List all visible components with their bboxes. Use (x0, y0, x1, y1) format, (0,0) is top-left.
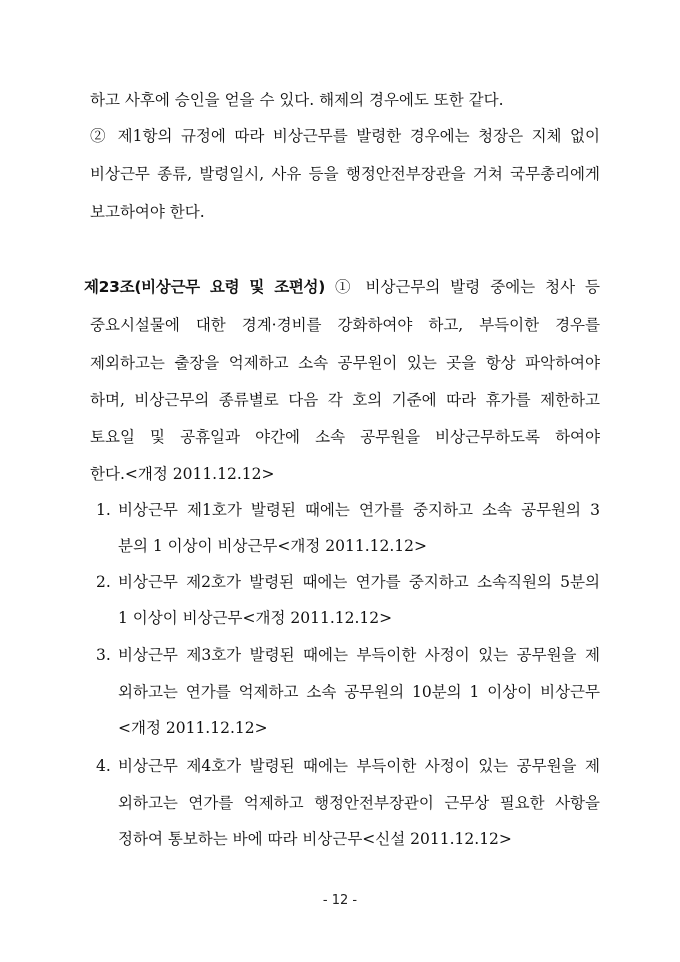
list-item-number: 1. (96, 501, 111, 519)
list-item-number: 3. (96, 646, 111, 664)
list-item-text: 외하고는 연가를 억제하고 소속 공무원의 10분의 1 이상이 비상근무 (118, 683, 600, 701)
list-item-text: 분의 1 이상이 비상근무<개정 2011.12.12> (118, 537, 427, 555)
continuation-line-1: 하고 사후에 승인을 얻을 수 있다. 해제의 경우에도 또한 같다. (90, 91, 504, 109)
list-item-text: 정하여 통보하는 바에 따라 비상근무<신설 2011.12.12> (118, 830, 512, 848)
article-23-line-6: 한다.<개정 2011.12.12> (90, 465, 275, 483)
paragraph-2-line-2: 비상근무 종류, 발령일시, 사유 등을 행정안전부장관을 거쳐 국무총리에게 (90, 165, 600, 183)
paragraph-2-line-1: ② 제1항의 규정에 따라 비상근무를 발령한 경우에는 청장은 지체 없이 (90, 127, 600, 145)
list-item-text: 외하고는 연가를 억제하고 행정안전부장관이 근무상 필요한 사항을 (118, 794, 600, 812)
paragraph-2-line-3: 보고하여야 한다. (90, 203, 205, 221)
article-23-line-4: 하며, 비상근무의 종류별로 다음 각 호의 기준에 따라 휴가를 제한하고 (90, 391, 600, 409)
list-item-number: 2. (96, 573, 111, 591)
article-23-first-line (84, 277, 600, 297)
list-item-text: 1 이상이 비상근무<개정 2011.12.12> (118, 609, 393, 627)
article-23-line-3: 제외하고는 출장을 억제하고 소속 공무원이 있는 곳을 항상 파악하여야 (90, 354, 600, 372)
list-item-text: 비상근무 제1호가 발령된 때에는 연가를 중지하고 소속 공무원의 3 (118, 501, 600, 519)
list-item-text: 비상근무 제4호가 발령된 때에는 부득이한 사정이 있는 공무원을 제 (118, 757, 600, 775)
page-number: - 12 - (322, 893, 358, 908)
article-23-line-1: ① 비상근무의 발령 중에는 청사 등 (334, 278, 600, 296)
article-23-line-2: 중요시설물에 대한 경계·경비를 강화하여야 하고, 부득이한 경우를 (90, 316, 600, 334)
article-23-line-5: 토요일 및 공휴일과 야간에 소속 공무원을 비상근무하도록 하여야 (90, 428, 600, 446)
list-item-number: 4. (96, 757, 111, 775)
list-item-text: <개정 2011.12.12> (118, 719, 268, 737)
article-23-heading: 제23조(비상근무 요령 및 조편성) (84, 278, 326, 296)
list-item-text: 비상근무 제3호가 발령된 때에는 부득이한 사정이 있는 공무원을 제 (118, 646, 600, 664)
list-item-text: 비상근무 제2호가 발령된 때에는 연가를 중지하고 소속직원의 5분의 (118, 573, 600, 591)
